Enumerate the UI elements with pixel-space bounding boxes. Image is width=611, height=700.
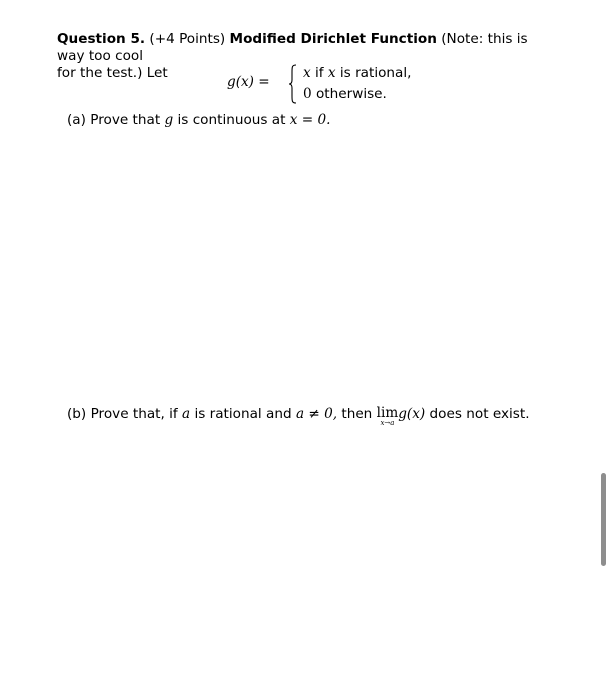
limit-expression: g(x) [398, 406, 426, 422]
part-a-condition: x = 0. [289, 112, 331, 128]
part-a-text: Prove that [90, 112, 161, 128]
question-title: Modified Dirichlet Function [229, 31, 437, 47]
part-b-condition: a ≠ 0, [295, 406, 338, 422]
definition-lhs: g(x) = [227, 74, 270, 90]
left-brace [288, 64, 298, 104]
limit-subscript: x→a [380, 419, 395, 427]
part-a-text-2: is continuous at [177, 112, 286, 128]
case-otherwise-expr: 0 [303, 86, 312, 102]
question-note: (Note: this is way too cool [57, 31, 528, 64]
case-rational-condition: is rational, [339, 65, 412, 81]
case-rational [303, 65, 411, 81]
piecewise-definition [227, 62, 427, 106]
part-b-label: (b) [67, 406, 87, 422]
part-b-var: a [182, 406, 191, 422]
case-otherwise-text: otherwise. [315, 86, 387, 102]
case-rational-if: if [315, 65, 324, 81]
case-rational-var: x [327, 65, 336, 81]
part-b-text-4: does not exist. [429, 406, 530, 422]
limit-word: lim [376, 405, 399, 421]
part-a-label: (a) [67, 112, 86, 128]
part-b [67, 406, 530, 427]
question-label: Question 5. [57, 31, 146, 47]
part-a [67, 112, 330, 128]
case-rational-expr: x [303, 65, 311, 81]
limit-operator [377, 406, 399, 427]
part-a-var: g [164, 112, 174, 128]
case-otherwise [303, 86, 387, 102]
part-b-text-2: is rational and [194, 406, 292, 422]
vertical-scrollbar[interactable] [601, 473, 606, 566]
part-b-text: Prove that, if [90, 406, 178, 422]
part-b-text-3: then [341, 406, 373, 422]
question-points: (+4 Points) [149, 31, 226, 47]
question-note-continued: for the test.) Let [57, 65, 168, 81]
